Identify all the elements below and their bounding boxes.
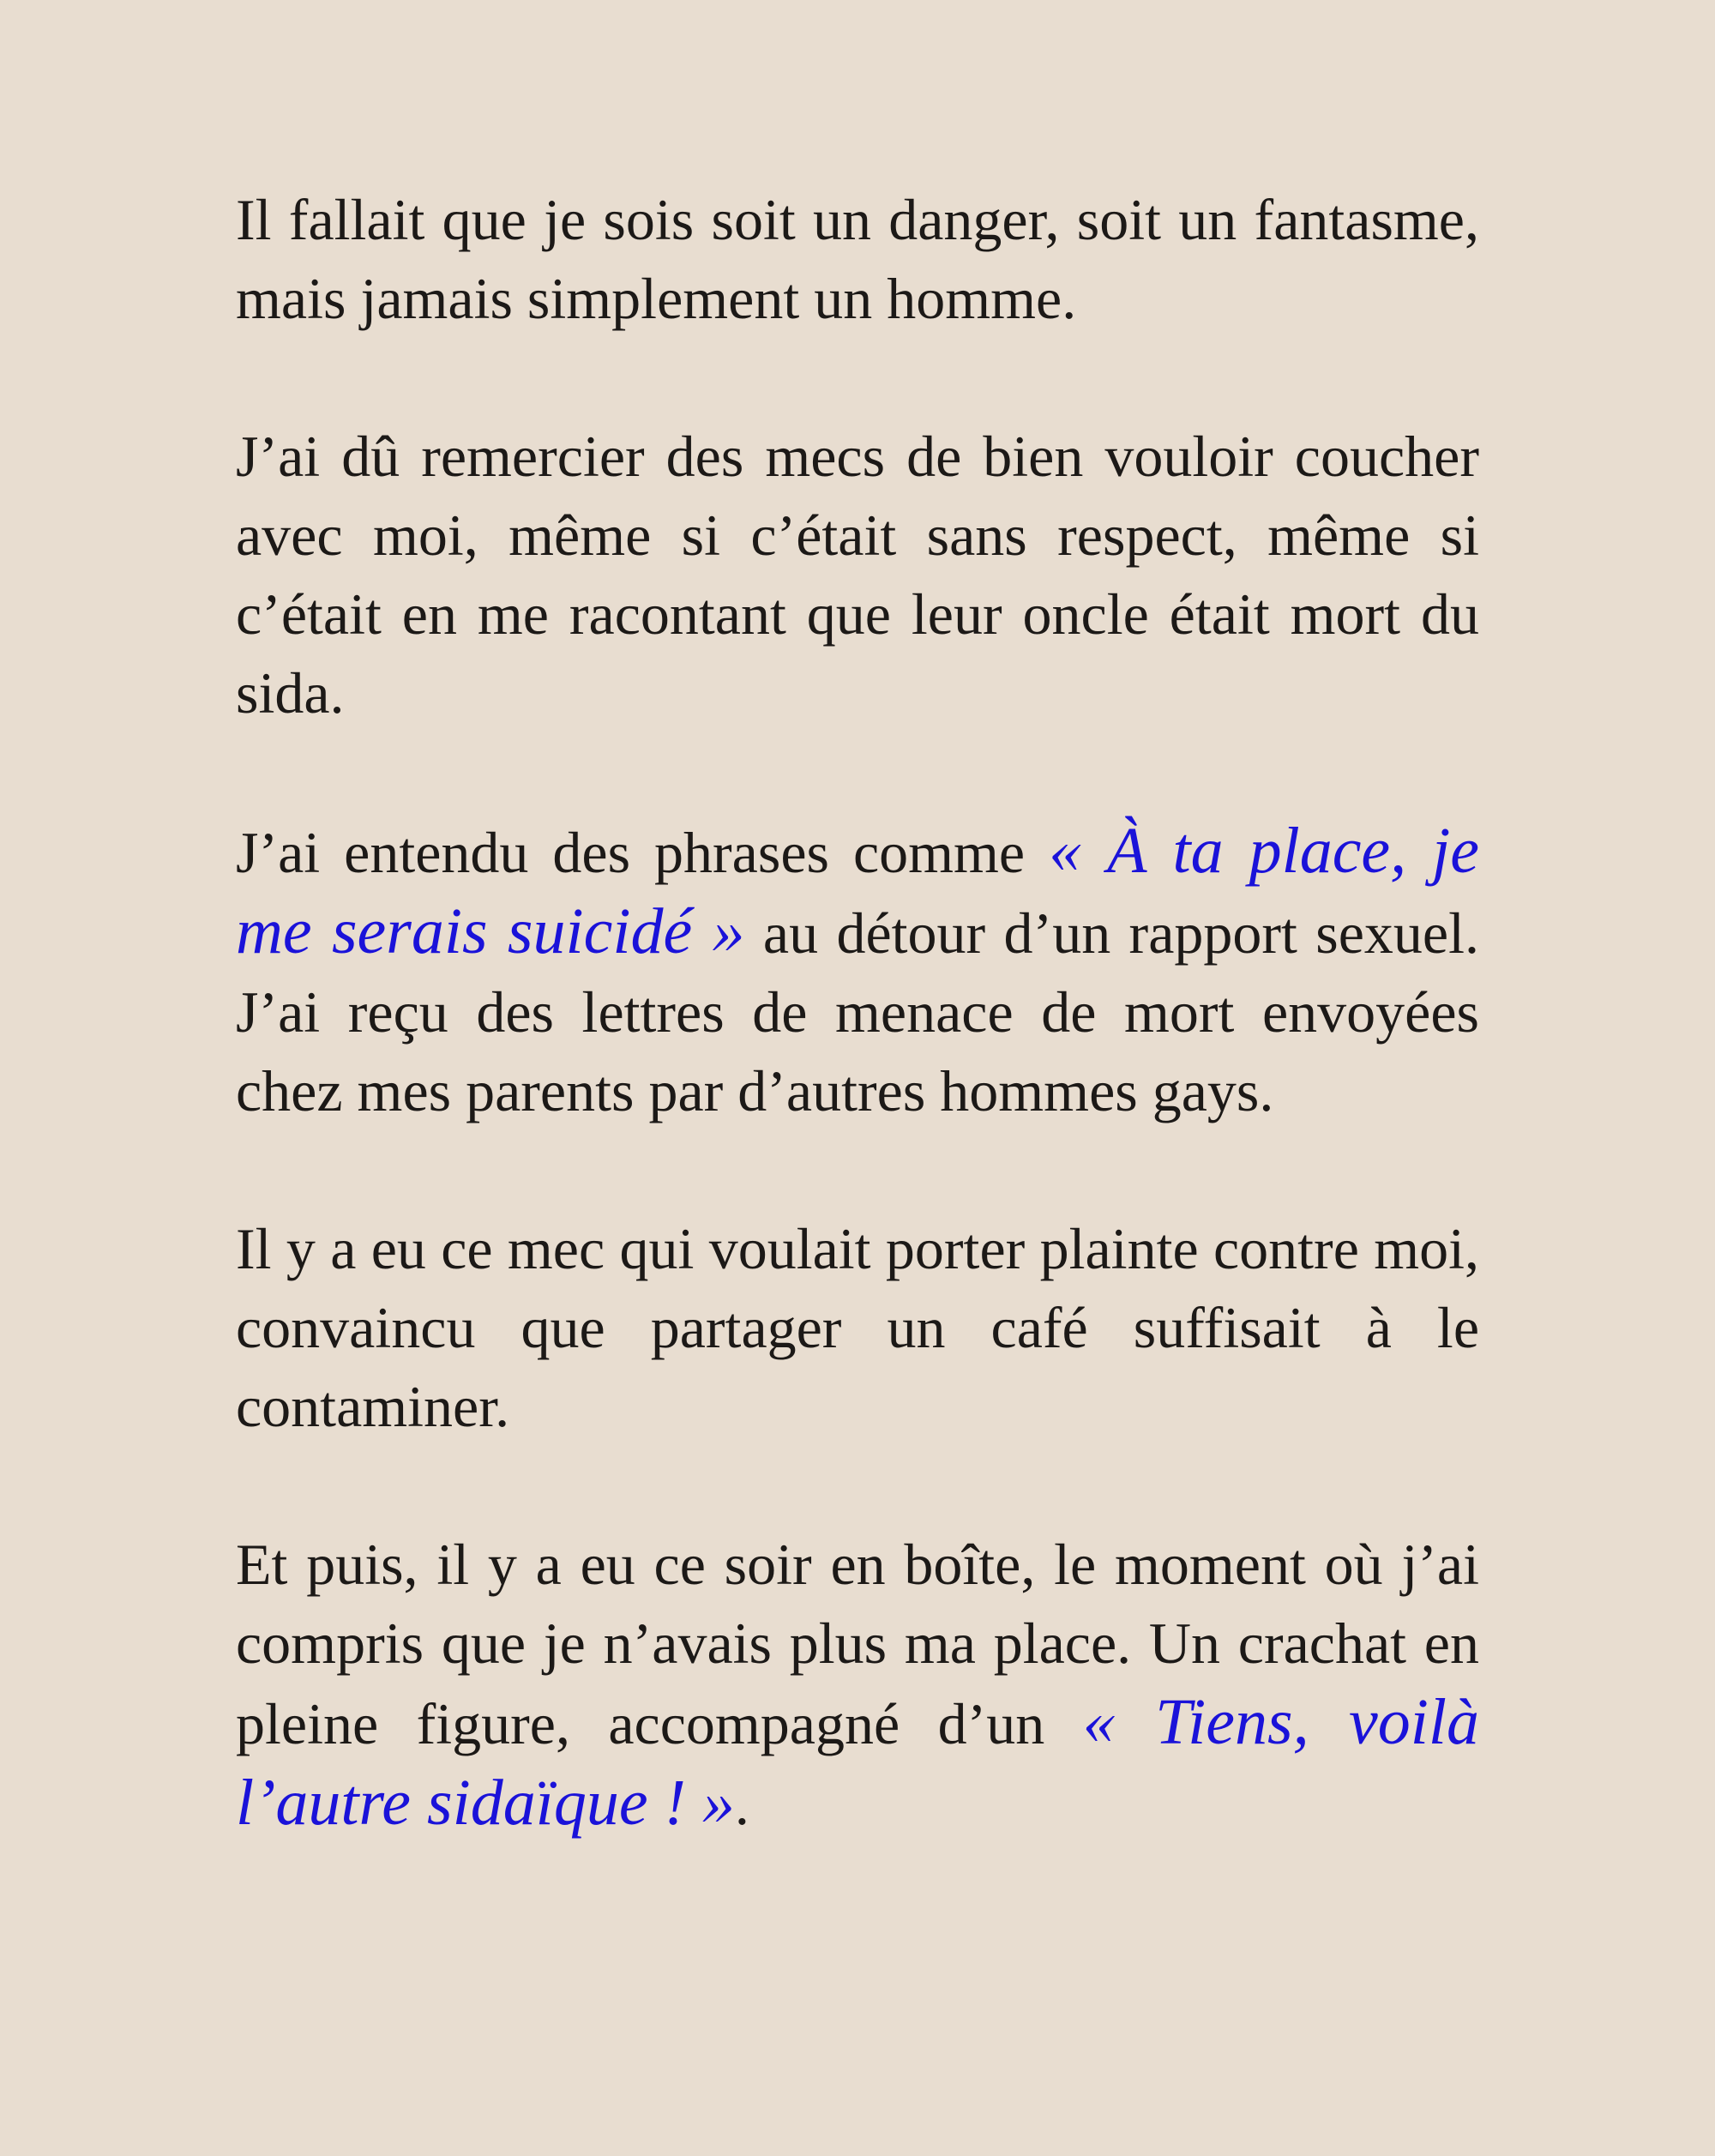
paragraph-text-before: Et puis, il y a eu ce soir en boîte, le moment où j’ai compris que je n’avais plus ma place. Un crachat en pleine figure, accompagné d’un	[236, 1532, 1479, 1756]
quote-suicide: « À ta place, je me serais suicidé »	[236, 815, 1479, 967]
paragraph-phrases-entendues	[236, 811, 1479, 1130]
paragraph-remercier	[236, 417, 1479, 732]
paragraph-plainte	[236, 1209, 1479, 1446]
text-page	[236, 180, 1479, 1844]
paragraph-text: J’ai dû remercier des mecs de bien vouloir coucher avec moi, même si c’était sans respect, même si c’était en me racontant que leur oncle était mort du sida.	[236, 424, 1479, 726]
paragraph-text-after: .	[734, 1772, 749, 1837]
paragraph-danger-fantasme	[236, 180, 1479, 338]
quote-sidaique: « Tiens, voilà l’autre sidaïque ! »	[236, 1686, 1479, 1839]
paragraph-soir-en-boite	[236, 1525, 1479, 1844]
paragraph-text: Il fallait que je sois soit un danger, soit un fantasme, mais jamais simplement un homme.	[236, 187, 1479, 331]
paragraph-text-after: au détour d’un rapport sexuel. J’ai reçu des lettres de menace de mort envoyées chez mes parents par d’autres hommes gays.	[236, 900, 1479, 1123]
paragraph-text-before: J’ai entendu des phrases comme	[236, 820, 1050, 885]
paragraph-text: Il y a eu ce mec qui voulait porter plainte contre moi, convaincu que partager un café suffisait à le contaminer.	[236, 1216, 1479, 1439]
